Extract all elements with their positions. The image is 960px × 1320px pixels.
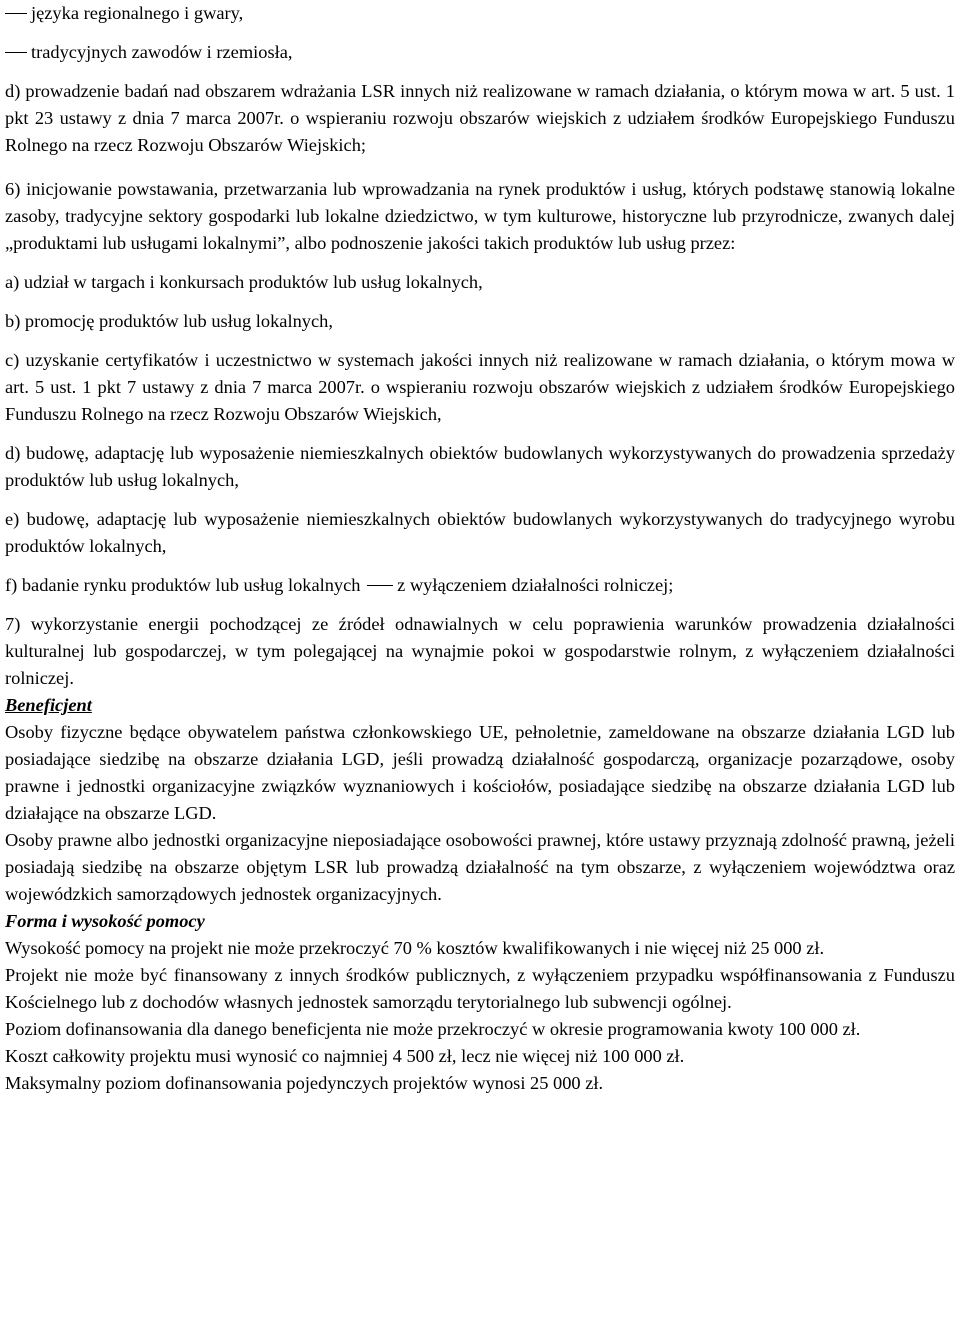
- item-6a: a) udział w targach i konkursach produktów lub usług lokalnych,: [5, 272, 483, 292]
- item-6f: f) badanie rynku produktów lub usług lokalnych z wyłączeniem działalności rolniczej;: [5, 575, 674, 595]
- forma-paragraph-3: Poziom dofinansowania dla danego beneficjenta nie może przekroczyć w okresie programowania kwoty 100 000 zł.: [5, 1019, 861, 1039]
- em-dash: [5, 13, 27, 14]
- forma-paragraph-4: Koszt całkowity projektu musi wynosić co najmniej 4 500 zł, lecz nie więcej niż 100 000 zł.: [5, 1046, 685, 1066]
- document-page: [5, 0, 955, 1097]
- dash-item-regional-language: języka regionalnego i gwary,: [5, 0, 955, 27]
- em-dash: [5, 52, 27, 53]
- item-d-research: d) prowadzenie badań nad obszarem wdrażania LSR innych niż realizowane w ramach działania, o którym mowa w art. 5 ust. 1 pkt 23 ustawy z dnia 7 marca 2007r. o wspieraniu rozwoju obszarów wiejskich z udziałem środków Europejskiego Funduszu Rolnego na rzecz Rozwoju Obszarów Wiejskich;: [5, 81, 955, 155]
- forma-paragraph-5: Maksymalny poziom dofinansowania pojedynczych projektów wynosi 25 000 zł.: [5, 1073, 604, 1093]
- dash-item-traditional-crafts: tradycyjnych zawodów i rzemiosła,: [5, 39, 955, 66]
- item-7-renewable-energy: 7) wykorzystanie energii pochodzącej ze źródeł odnawialnych w celu poprawienia warunków prowadzenia działalności kulturalnej lub gospodarczej, w tym polegającej na wynajmie pokoi w gospodarstwie rolnym, z wyłączeniem działalności rolniczej.: [5, 614, 955, 688]
- beneficjent-paragraph-2: Osoby prawne albo jednostki organizacyjne nieposiadające osobowości prawnej, które ustawy przyznają zdolność prawną, jeżeli posiadają siedzibę na obszarze objętym LSR lub prowadzą działalność na tym obszarze, z wyłączeniem województwa oraz wojewódzkich samorządowych jednostek organizacyjnych.: [5, 830, 955, 904]
- item-6-intro: 6) inicjowanie powstawania, przetwarzania lub wprowadzania na rynek produktów i usług, których podstawę stanowią lokalne zasoby, tradycyjne sektory gospodarki lub lokalne dziedzictwo, w tym kulturowe, historyczne lub przyrodnicze, zwanych dalej „produktami lub usługami lokalnymi”, albo podnoszenie jakości takich produktów lub usług przez:: [5, 179, 955, 253]
- item-6d: d) budowę, adaptację lub wyposażenie niemieszkalnych obiektów budowlanych wykorzystywanych do prowadzenia sprzedaży produktów lub usług lokalnych,: [5, 443, 955, 490]
- beneficjent-heading: Beneficjent: [5, 695, 92, 715]
- forma-paragraph-1: Wysokość pomocy na projekt nie może przekroczyć 70 % kosztów kwalifikowanych i nie więcej niż 25 000 zł.: [5, 938, 825, 958]
- forma-paragraph-2: Projekt nie może być finansowany z innych środków publicznych, z wyłączeniem przypadku współfinansowania z Funduszu Kościelnego lub z dochodów własnych jednostek samorządu terytorialnego lub subwencji ogólnej.: [5, 965, 955, 1012]
- item-6e: e) budowę, adaptację lub wyposażenie niemieszkalnych obiektów budowlanych wykorzystywanych do tradycyjnego wyrobu produktów lokalnych,: [5, 509, 955, 556]
- em-dash: [367, 585, 393, 586]
- item-6c: c) uzyskanie certyfikatów i uczestnictwo w systemach jakości innych niż realizowane w ramach działania, o którym mowa w art. 5 ust. 1 pkt 7 ustawy z dnia 7 marca 2007r. o wspieraniu rozwoju obszarów wiejskich z udziałem środków Europejskiego Funduszu Rolnego na rzecz Rozwoju Obszarów Wiejskich,: [5, 350, 955, 424]
- beneficjent-paragraph-1: Osoby fizyczne będące obywatelem państwa członkowskiego UE, pełnoletnie, zameldowane na obszarze działania LGD lub posiadające siedzibę na obszarze działania LGD, jeśli prowadzą działalność gospodarczą, organizacje pozarządowe, osoby prawne i jednostki organizacyjne związków wyznaniowych i kościołów, posiadające siedzibę na obszarze działania LGD lub działające na obszarze LGD.: [5, 722, 955, 823]
- forma-heading: Forma i wysokość pomocy: [5, 911, 205, 931]
- item-6b: b) promocję produktów lub usług lokalnych,: [5, 311, 333, 331]
